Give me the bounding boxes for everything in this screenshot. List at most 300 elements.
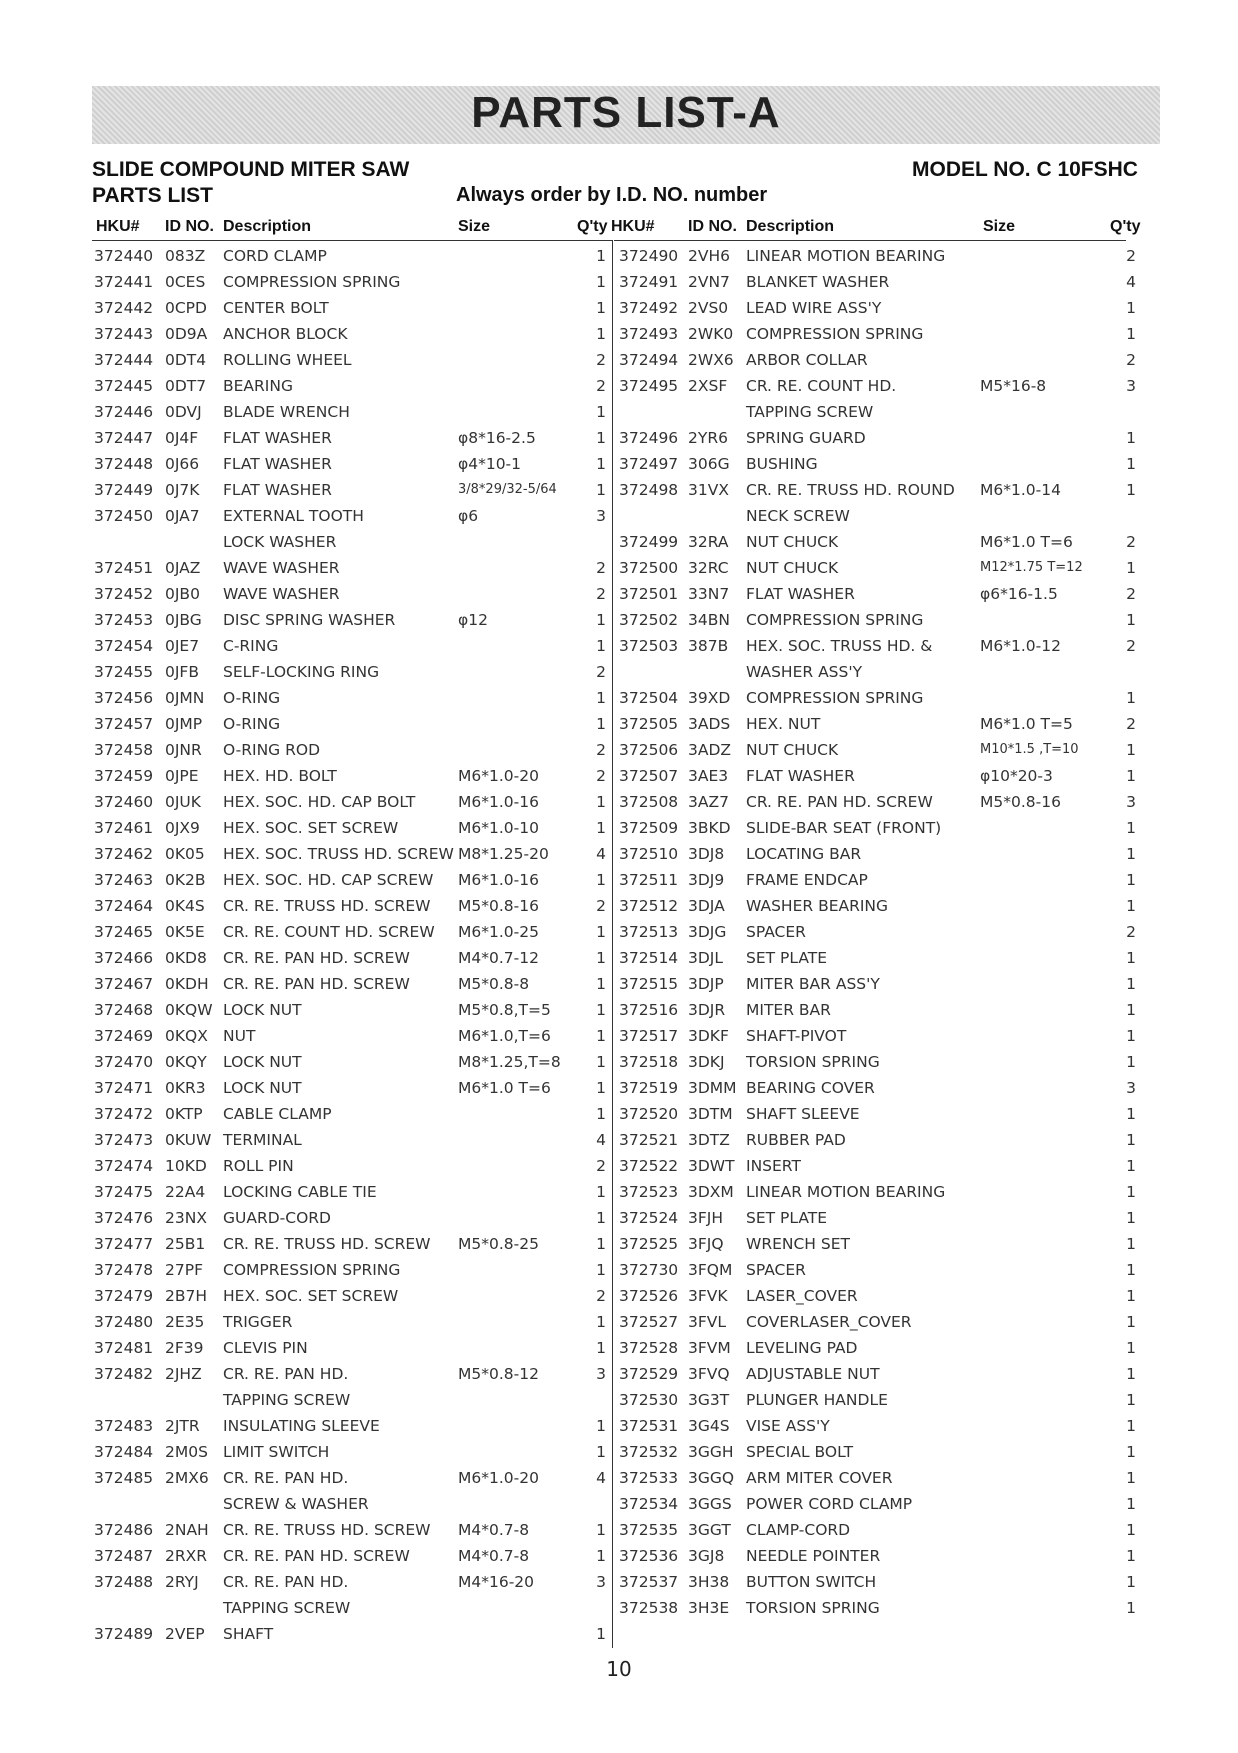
size-cell: M12*1.75 T=12 bbox=[980, 560, 1083, 575]
hku-cell: 372506 bbox=[619, 741, 679, 759]
description-cell: ANCHOR BLOCK bbox=[223, 325, 348, 343]
description-cell: CR. RE. TRUSS HD. ROUND bbox=[746, 481, 955, 499]
hku-cell: 372488 bbox=[94, 1573, 154, 1591]
size-cell: M6*1.0 T=5 bbox=[980, 715, 1073, 733]
description-cell: TAPPING SCREW bbox=[223, 1599, 351, 1617]
description-cell: DISC SPRING WASHER bbox=[223, 611, 396, 629]
qty-cell: 1 bbox=[1126, 1001, 1136, 1019]
qty-cell: 1 bbox=[1126, 689, 1136, 707]
hku-cell: 372450 bbox=[94, 507, 154, 525]
size-cell: M6*1.0-12 bbox=[980, 637, 1061, 655]
description-cell: LEVELING PAD bbox=[746, 1339, 858, 1357]
description-cell: WASHER ASS'Y bbox=[746, 663, 863, 681]
description-cell: LOCK NUT bbox=[223, 1079, 302, 1097]
description-cell: CR. RE. PAN HD. bbox=[223, 1573, 349, 1591]
description-cell: BLANKET WASHER bbox=[746, 273, 890, 291]
qty-cell: 1 bbox=[1126, 845, 1136, 863]
id-cell: 3FQM bbox=[688, 1261, 733, 1279]
description-cell: NECK SCREW bbox=[746, 507, 850, 525]
description-cell: SPACER bbox=[746, 923, 806, 941]
qty-cell: 1 bbox=[1126, 1365, 1136, 1383]
qty-cell: 1 bbox=[596, 429, 606, 447]
description-cell: SET PLATE bbox=[746, 1209, 828, 1227]
description-cell: NUT CHUCK bbox=[746, 559, 839, 577]
description-cell: COMPRESSION SPRING bbox=[746, 611, 924, 629]
size-cell: M6*1.0,T=6 bbox=[458, 1027, 551, 1045]
qty-cell: 1 bbox=[596, 299, 606, 317]
id-cell: 3FJQ bbox=[688, 1235, 724, 1253]
hku-cell: 372523 bbox=[619, 1183, 679, 1201]
description-cell: TAPPING SCREW bbox=[746, 403, 874, 421]
col-hku-left: HKU# bbox=[96, 218, 140, 235]
qty-cell: 1 bbox=[596, 715, 606, 733]
description-cell: COVERLASER_COVER bbox=[746, 1313, 912, 1331]
hku-cell: 372730 bbox=[619, 1261, 679, 1279]
hku-cell: 372495 bbox=[619, 377, 679, 395]
id-cell: 3DJL bbox=[688, 949, 724, 967]
description-cell: HEX. SOC. TRUSS HD. SCREW bbox=[223, 845, 454, 863]
qty-cell: 2 bbox=[1126, 247, 1136, 265]
hku-cell: 372470 bbox=[94, 1053, 154, 1071]
description-cell: FRAME ENDCAP bbox=[746, 871, 868, 889]
description-cell: INSERT bbox=[746, 1157, 801, 1175]
id-cell: 2F39 bbox=[165, 1339, 204, 1357]
hku-cell: 372444 bbox=[94, 351, 154, 369]
hku-cell: 372533 bbox=[619, 1469, 679, 1487]
hku-cell: 372457 bbox=[94, 715, 154, 733]
description-cell: LOCK NUT bbox=[223, 1001, 302, 1019]
id-cell: 387B bbox=[688, 637, 729, 655]
hku-cell: 372502 bbox=[619, 611, 679, 629]
description-cell: SHAFT bbox=[223, 1625, 274, 1643]
description-cell: COMPRESSION SPRING bbox=[223, 1261, 401, 1279]
page-title: PARTS LIST-A bbox=[471, 88, 781, 137]
id-cell: 2NAH bbox=[165, 1521, 209, 1539]
hku-cell: 372465 bbox=[94, 923, 154, 941]
description-cell: SHAFT-PIVOT bbox=[746, 1027, 847, 1045]
id-cell: 0JA7 bbox=[165, 507, 200, 525]
id-cell: 0KTP bbox=[165, 1105, 203, 1123]
size-cell: M6*1.0-20 bbox=[458, 767, 539, 785]
description-cell: CR. RE. PAN HD. bbox=[223, 1469, 349, 1487]
hku-cell: 372475 bbox=[94, 1183, 154, 1201]
hku-cell: 372484 bbox=[94, 1443, 154, 1461]
hku-cell: 372510 bbox=[619, 845, 679, 863]
id-cell: 0JBG bbox=[165, 611, 202, 629]
description-cell: LASER_COVER bbox=[746, 1287, 858, 1305]
qty-cell: 1 bbox=[1126, 1443, 1136, 1461]
id-cell: 2VH6 bbox=[688, 247, 730, 265]
size-cell: M8*1.25,T=8 bbox=[458, 1053, 561, 1071]
size-cell: φ4*10-1 bbox=[458, 455, 522, 473]
hku-cell: 372462 bbox=[94, 845, 154, 863]
description-cell: WAVE WASHER bbox=[223, 559, 340, 577]
id-cell: 0J4F bbox=[165, 429, 199, 447]
qty-cell: 1 bbox=[596, 1053, 606, 1071]
description-cell: O-RING bbox=[223, 715, 281, 733]
qty-cell: 2 bbox=[596, 741, 606, 759]
description-cell: EXTERNAL TOOTH bbox=[223, 507, 364, 525]
hku-cell: 372503 bbox=[619, 637, 679, 655]
id-cell: 3AE3 bbox=[688, 767, 729, 785]
description-cell: COMPRESSION SPRING bbox=[746, 325, 924, 343]
qty-cell: 1 bbox=[596, 1547, 606, 1565]
hku-cell: 372517 bbox=[619, 1027, 679, 1045]
id-cell: 10KD bbox=[165, 1157, 207, 1175]
col-id-right: ID NO. bbox=[688, 218, 737, 235]
size-cell: M5*0.8-16 bbox=[458, 897, 539, 915]
qty-cell: 1 bbox=[1126, 1209, 1136, 1227]
qty-cell: 1 bbox=[596, 1313, 606, 1331]
description-cell: CR. RE. PAN HD. SCREW bbox=[223, 975, 410, 993]
qty-cell: 1 bbox=[596, 923, 606, 941]
id-cell: 3FVM bbox=[688, 1339, 731, 1357]
hku-cell: 372467 bbox=[94, 975, 154, 993]
product-name: SLIDE COMPOUND MITER SAW bbox=[92, 158, 410, 181]
id-cell: 2VEP bbox=[165, 1625, 205, 1643]
id-cell: 0JPE bbox=[165, 767, 199, 785]
id-cell: 3GGH bbox=[688, 1443, 734, 1461]
description-cell: CENTER BOLT bbox=[223, 299, 329, 317]
qty-cell: 1 bbox=[596, 1027, 606, 1045]
description-cell: SHAFT SLEEVE bbox=[746, 1105, 860, 1123]
hku-cell: 372492 bbox=[619, 299, 679, 317]
hku-cell: 372531 bbox=[619, 1417, 679, 1435]
description-cell: LINEAR MOTION BEARING bbox=[746, 247, 946, 265]
description-cell: NUT CHUCK bbox=[746, 741, 839, 759]
id-cell: 3FVQ bbox=[688, 1365, 730, 1383]
id-cell: 3DJP bbox=[688, 975, 724, 993]
hku-cell: 372468 bbox=[94, 1001, 154, 1019]
id-cell: 3DWT bbox=[688, 1157, 735, 1175]
description-cell: RUBBER PAD bbox=[746, 1131, 846, 1149]
title-banner bbox=[92, 86, 1160, 144]
qty-cell: 2 bbox=[596, 377, 606, 395]
hku-cell: 372489 bbox=[94, 1625, 154, 1643]
qty-cell: 1 bbox=[596, 1625, 606, 1643]
id-cell: 0DT4 bbox=[165, 351, 207, 369]
id-cell: 3GGQ bbox=[688, 1469, 735, 1487]
hku-cell: 372527 bbox=[619, 1313, 679, 1331]
qty-cell: 1 bbox=[596, 455, 606, 473]
hku-cell: 372515 bbox=[619, 975, 679, 993]
description-cell: LEAD WIRE ASS'Y bbox=[746, 299, 882, 317]
qty-cell: 3 bbox=[596, 507, 606, 525]
hku-cell: 372463 bbox=[94, 871, 154, 889]
description-cell: CR. RE. COUNT HD. bbox=[746, 377, 897, 395]
hku-cell: 372486 bbox=[94, 1521, 154, 1539]
description-cell: ROLLING WHEEL bbox=[223, 351, 352, 369]
hku-cell: 372476 bbox=[94, 1209, 154, 1227]
id-cell: 3DJG bbox=[688, 923, 727, 941]
hku-cell: 372460 bbox=[94, 793, 154, 811]
qty-cell: 1 bbox=[1126, 897, 1136, 915]
hku-cell: 372516 bbox=[619, 1001, 679, 1019]
qty-cell: 1 bbox=[1126, 819, 1136, 837]
description-cell: ADJUSTABLE NUT bbox=[746, 1365, 880, 1383]
col-id-left: ID NO. bbox=[165, 218, 214, 235]
hku-cell: 372458 bbox=[94, 741, 154, 759]
description-cell: ARBOR COLLAR bbox=[746, 351, 868, 369]
hku-cell: 372479 bbox=[94, 1287, 154, 1305]
id-cell: 2XSF bbox=[688, 377, 728, 395]
hku-cell: 372498 bbox=[619, 481, 679, 499]
id-cell: 32RA bbox=[688, 533, 729, 551]
hku-cell: 372512 bbox=[619, 897, 679, 915]
qty-cell: 3 bbox=[1126, 793, 1136, 811]
description-cell: LIMIT SWITCH bbox=[223, 1443, 330, 1461]
description-cell: FLAT WASHER bbox=[223, 455, 332, 473]
description-cell: CR. RE. PAN HD. SCREW bbox=[746, 793, 933, 811]
id-cell: 3GJ8 bbox=[688, 1547, 725, 1565]
qty-cell: 1 bbox=[596, 689, 606, 707]
id-cell: 0CES bbox=[165, 273, 206, 291]
id-cell: 32RC bbox=[688, 559, 729, 577]
id-cell: 31VX bbox=[688, 481, 729, 499]
hku-cell: 372442 bbox=[94, 299, 154, 317]
hku-cell: 372452 bbox=[94, 585, 154, 603]
id-cell: 0JB0 bbox=[165, 585, 200, 603]
size-cell: M5*16-8 bbox=[980, 377, 1047, 395]
id-cell: 3GGT bbox=[688, 1521, 731, 1539]
qty-cell: 1 bbox=[596, 975, 606, 993]
qty-cell: 4 bbox=[1126, 273, 1136, 291]
size-cell: M4*0.7-8 bbox=[458, 1547, 530, 1565]
qty-cell: 1 bbox=[1126, 1417, 1136, 1435]
id-cell: 3BKD bbox=[688, 819, 731, 837]
qty-cell: 1 bbox=[596, 949, 606, 967]
qty-cell: 3 bbox=[1126, 1079, 1136, 1097]
description-cell: TORSION SPRING bbox=[746, 1053, 880, 1071]
hku-cell: 372445 bbox=[94, 377, 154, 395]
hku-cell: 372499 bbox=[619, 533, 679, 551]
id-cell: 23NX bbox=[165, 1209, 207, 1227]
id-cell: 3H38 bbox=[688, 1573, 730, 1591]
description-cell: LOCK WASHER bbox=[223, 533, 337, 551]
id-cell: 0JMN bbox=[165, 689, 205, 707]
qty-cell: 4 bbox=[596, 845, 606, 863]
description-cell: SPECIAL BOLT bbox=[746, 1443, 854, 1461]
description-cell: WAVE WASHER bbox=[223, 585, 340, 603]
description-cell: SPRING GUARD bbox=[746, 429, 866, 447]
description-cell: SPACER bbox=[746, 1261, 806, 1279]
col-desc-left: Description bbox=[223, 218, 312, 235]
qty-cell: 1 bbox=[1126, 1521, 1136, 1539]
description-cell: HEX. SOC. SET SCREW bbox=[223, 819, 399, 837]
description-cell: CLEVIS PIN bbox=[223, 1339, 308, 1357]
id-cell: 0KD8 bbox=[165, 949, 207, 967]
qty-cell: 1 bbox=[596, 1001, 606, 1019]
hku-cell: 372514 bbox=[619, 949, 679, 967]
id-cell: 33N7 bbox=[688, 585, 730, 603]
description-cell: VISE ASS'Y bbox=[746, 1417, 830, 1435]
qty-cell: 1 bbox=[1126, 1339, 1136, 1357]
description-cell: COMPRESSION SPRING bbox=[746, 689, 924, 707]
id-cell: 3DKF bbox=[688, 1027, 729, 1045]
hku-cell: 372509 bbox=[619, 819, 679, 837]
qty-cell: 1 bbox=[1126, 1547, 1136, 1565]
qty-cell: 1 bbox=[1126, 1131, 1136, 1149]
description-cell: COMPRESSION SPRING bbox=[223, 273, 401, 291]
hku-cell: 372448 bbox=[94, 455, 154, 473]
description-cell: CR. RE. TRUSS HD. SCREW bbox=[223, 897, 431, 915]
id-cell: 0JNR bbox=[165, 741, 202, 759]
hku-cell: 372446 bbox=[94, 403, 154, 421]
description-cell: CABLE CLAMP bbox=[223, 1105, 332, 1123]
header-rule-right bbox=[614, 240, 1126, 241]
qty-cell: 1 bbox=[1126, 1027, 1136, 1045]
hku-cell: 372477 bbox=[94, 1235, 154, 1253]
hku-cell: 372529 bbox=[619, 1365, 679, 1383]
hku-cell: 372473 bbox=[94, 1131, 154, 1149]
size-cell: M6*1.0-14 bbox=[980, 481, 1061, 499]
id-cell: 3GGS bbox=[688, 1495, 732, 1513]
description-cell: WASHER BEARING bbox=[746, 897, 889, 915]
id-cell: 0JFB bbox=[165, 663, 199, 681]
id-cell: 3DMM bbox=[688, 1079, 737, 1097]
id-cell: 3DJA bbox=[688, 897, 725, 915]
hku-cell: 372461 bbox=[94, 819, 154, 837]
description-cell: O-RING ROD bbox=[223, 741, 321, 759]
qty-cell: 1 bbox=[596, 611, 606, 629]
page-number: 10 bbox=[606, 1657, 632, 1681]
qty-cell: 1 bbox=[1126, 1573, 1136, 1591]
qty-cell: 1 bbox=[596, 1339, 606, 1357]
qty-cell: 1 bbox=[596, 819, 606, 837]
description-cell: LOCKING CABLE TIE bbox=[223, 1183, 377, 1201]
hku-cell: 372534 bbox=[619, 1495, 679, 1513]
size-cell: φ10*20-3 bbox=[980, 767, 1053, 785]
description-cell: BLADE WRENCH bbox=[223, 403, 350, 421]
id-cell: 3FVK bbox=[688, 1287, 728, 1305]
qty-cell: 2 bbox=[596, 351, 606, 369]
id-cell: 0KR3 bbox=[165, 1079, 206, 1097]
description-cell: TORSION SPRING bbox=[746, 1599, 880, 1617]
col-qty-right: Q'ty bbox=[1110, 218, 1141, 235]
qty-cell: 1 bbox=[1126, 481, 1136, 499]
hku-cell: 372518 bbox=[619, 1053, 679, 1071]
id-cell: 3DJ9 bbox=[688, 871, 725, 889]
hku-cell: 372508 bbox=[619, 793, 679, 811]
hku-cell: 372522 bbox=[619, 1157, 679, 1175]
qty-cell: 1 bbox=[1126, 1287, 1136, 1305]
qty-cell: 1 bbox=[1126, 1313, 1136, 1331]
qty-cell: 1 bbox=[596, 1105, 606, 1123]
id-cell: 3DKJ bbox=[688, 1053, 725, 1071]
id-cell: 3G4S bbox=[688, 1417, 730, 1435]
id-cell: 27PF bbox=[165, 1261, 203, 1279]
hku-cell: 372537 bbox=[619, 1573, 679, 1591]
size-cell: M4*0.7-8 bbox=[458, 1521, 530, 1539]
id-cell: 0K05 bbox=[165, 845, 205, 863]
description-cell: CR. RE. COUNT HD. SCREW bbox=[223, 923, 435, 941]
hku-cell: 372440 bbox=[94, 247, 154, 265]
description-cell: GUARD-CORD bbox=[223, 1209, 331, 1227]
size-cell: φ12 bbox=[458, 611, 488, 629]
description-cell: WRENCH SET bbox=[746, 1235, 850, 1253]
size-cell: M6*1.0 T=6 bbox=[458, 1079, 551, 1097]
description-cell: CORD CLAMP bbox=[223, 247, 327, 265]
qty-cell: 1 bbox=[596, 793, 606, 811]
description-cell: CR. RE. PAN HD. SCREW bbox=[223, 949, 410, 967]
description-cell: CR. RE. PAN HD. SCREW bbox=[223, 1547, 410, 1565]
header-rule-left bbox=[92, 240, 612, 241]
description-cell: SELF-LOCKING RING bbox=[223, 663, 380, 681]
description-cell: CR. RE. TRUSS HD. SCREW bbox=[223, 1521, 431, 1539]
id-cell: 2RYJ bbox=[165, 1573, 199, 1591]
qty-cell: 2 bbox=[1126, 585, 1136, 603]
qty-cell: 1 bbox=[1126, 299, 1136, 317]
description-cell: BUSHING bbox=[746, 455, 818, 473]
size-cell: φ6*16-1.5 bbox=[980, 585, 1058, 603]
description-cell: POWER CORD CLAMP bbox=[746, 1495, 913, 1513]
id-cell: 083Z bbox=[165, 247, 206, 265]
qty-cell: 1 bbox=[596, 1235, 606, 1253]
qty-cell: 3 bbox=[1126, 377, 1136, 395]
hku-cell: 372507 bbox=[619, 767, 679, 785]
hku-cell: 372474 bbox=[94, 1157, 154, 1175]
hku-cell: 372524 bbox=[619, 1209, 679, 1227]
qty-cell: 1 bbox=[596, 403, 606, 421]
qty-cell: 2 bbox=[596, 585, 606, 603]
hku-cell: 372535 bbox=[619, 1521, 679, 1539]
qty-cell: 1 bbox=[596, 1079, 606, 1097]
qty-cell: 1 bbox=[1126, 975, 1136, 993]
id-cell: 0J66 bbox=[165, 455, 200, 473]
hku-cell: 372538 bbox=[619, 1599, 679, 1617]
id-cell: 3ADZ bbox=[688, 741, 732, 759]
id-cell: 0KQW bbox=[165, 1001, 213, 1019]
qty-cell: 1 bbox=[596, 1261, 606, 1279]
qty-cell: 1 bbox=[1126, 949, 1136, 967]
size-cell: M5*0.8-12 bbox=[458, 1365, 539, 1383]
hku-cell: 372490 bbox=[619, 247, 679, 265]
description-cell: ARM MITER COVER bbox=[746, 1469, 893, 1487]
qty-cell: 1 bbox=[596, 1521, 606, 1539]
hku-cell: 372471 bbox=[94, 1079, 154, 1097]
hku-cell: 372482 bbox=[94, 1365, 154, 1383]
id-cell: 22A4 bbox=[165, 1183, 206, 1201]
hku-cell: 372466 bbox=[94, 949, 154, 967]
hku-cell: 372478 bbox=[94, 1261, 154, 1279]
size-cell: M5*0.8,T=5 bbox=[458, 1001, 551, 1019]
description-cell: PLUNGER HANDLE bbox=[746, 1391, 888, 1409]
hku-cell: 372530 bbox=[619, 1391, 679, 1409]
hku-cell: 372521 bbox=[619, 1131, 679, 1149]
description-cell: INSULATING SLEEVE bbox=[223, 1417, 380, 1435]
qty-cell: 3 bbox=[596, 1573, 606, 1591]
qty-cell: 1 bbox=[1126, 1157, 1136, 1175]
id-cell: 2JHZ bbox=[165, 1365, 202, 1383]
qty-cell: 1 bbox=[596, 325, 606, 343]
id-cell: 39XD bbox=[688, 689, 731, 707]
description-cell: BEARING bbox=[223, 377, 293, 395]
col-size-left: Size bbox=[458, 218, 491, 235]
qty-cell: 2 bbox=[596, 559, 606, 577]
id-cell: 0JAZ bbox=[165, 559, 201, 577]
id-cell: 2JTR bbox=[165, 1417, 200, 1435]
id-cell: 306G bbox=[688, 455, 730, 473]
parts-list-label: PARTS LIST bbox=[92, 184, 213, 207]
size-cell: φ6 bbox=[458, 507, 479, 525]
id-cell: 2VS0 bbox=[688, 299, 729, 317]
qty-cell: 1 bbox=[1126, 559, 1136, 577]
id-cell: 0KQX bbox=[165, 1027, 208, 1045]
id-cell: 3H3E bbox=[688, 1599, 730, 1617]
description-cell: MITER BAR bbox=[746, 1001, 831, 1019]
description-cell: HEX. SOC. TRUSS HD. & bbox=[746, 637, 933, 655]
description-cell: C-RING bbox=[223, 637, 279, 655]
